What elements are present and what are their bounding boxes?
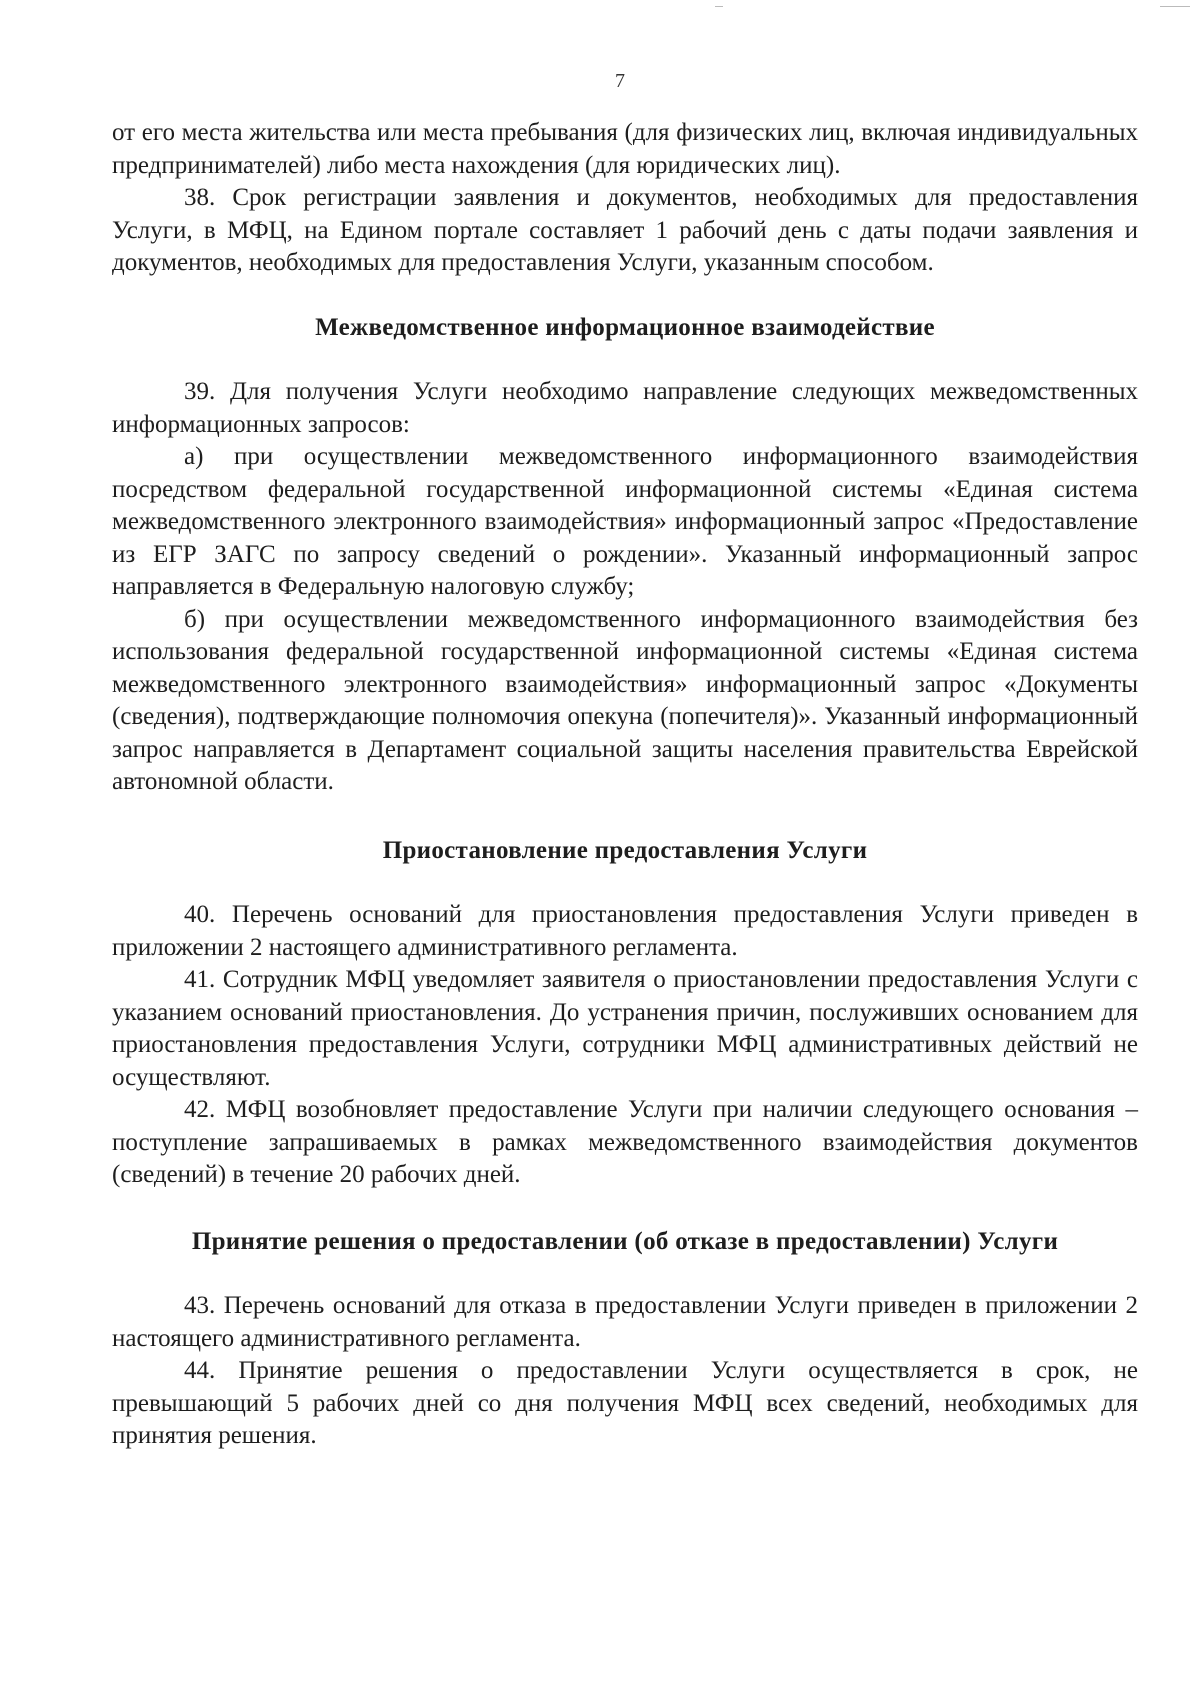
document-body	[112, 117, 1138, 1453]
paragraph-44: 44. Принятие решения о предоставлении Услуги осуществляется в срок, не превышающий 5 рабочих дней со дня получения МФЦ всех сведений, необходимых для принятия решения.	[112, 1357, 1138, 1449]
paragraph-38: 38. Срок регистрации заявления и документов, необходимых для предоставления Услуги, в МФЦ, на Едином портале составляет 1 рабочий день с даты подачи заявления и документов, необходимых для предоставления Услуги, указанным способом.	[112, 184, 1138, 276]
section-heading-suspension: Приостановление предоставления Услуги	[382, 836, 868, 864]
section-heading-interagency: Межведомственное информационное взаимодействие	[315, 313, 935, 341]
paragraph-42: 42. МФЦ возобновляет предоставление Услуги при наличии следующего основания – поступление запрашиваемых в рамках межведомственного взаимодействия документов (сведений) в течение 20 рабочих дней.	[112, 1096, 1138, 1188]
page-number: 7	[615, 70, 625, 92]
paragraph-39: 39. Для получения Услуги необходимо направление следующих межведомственных информационных запросов:	[112, 378, 1138, 438]
paragraph-43: 43. Перечень оснований для отказа в предоставлении Услуги приведен в приложении 2 настоящего административного регламента.	[112, 1292, 1138, 1352]
scan-artifact	[1160, 6, 1190, 7]
paragraph-39b: б) при осуществлении межведомственного информационного взаимодействия без использования федеральной государственной информационной системы «Единая система межведомственного электронного взаимодействия» информационный запрос «Документы (сведения), подтверждающие полномочия опекуна (попечителя)». Указанный информационный запрос направляется в Департамент социальной защиты населения правительства Еврейской автономной области.	[112, 605, 1138, 795]
paragraph-40: 40. Перечень оснований для приостановления предоставления Услуги приведен в приложении 2 настоящего административного регламента.	[112, 901, 1138, 961]
scan-artifact	[715, 6, 723, 7]
paragraph-41: 41. Сотрудник МФЦ уведомляет заявителя о приостановлении предоставления Услуги с указанием оснований приостановления. До устранения причин, послуживших основанием для приостановления предоставления Услуги, сотрудники МФЦ административных действий не осуществляют.	[112, 966, 1138, 1091]
paragraph-continuation: от его места жительства или места пребывания (для физических лиц, включая индивидуальных предпринимателей) либо места нахождения (для юридических лиц).	[112, 119, 1138, 179]
section-heading-decision: Принятие решения о предоставлении (об отказе в предоставлении) Услуги	[191, 1227, 1059, 1255]
paragraph-39a: а) при осуществлении межведомственного информационного взаимодействия посредством федеральной государственной информационной системы «Единая система межведомственного электронного взаимодействия» информационный запрос «Предоставление из ЕГР ЗАГС по запросу сведений о рождении». Указанный информационный запрос направляется в Федеральную налоговую службу;	[112, 443, 1138, 600]
